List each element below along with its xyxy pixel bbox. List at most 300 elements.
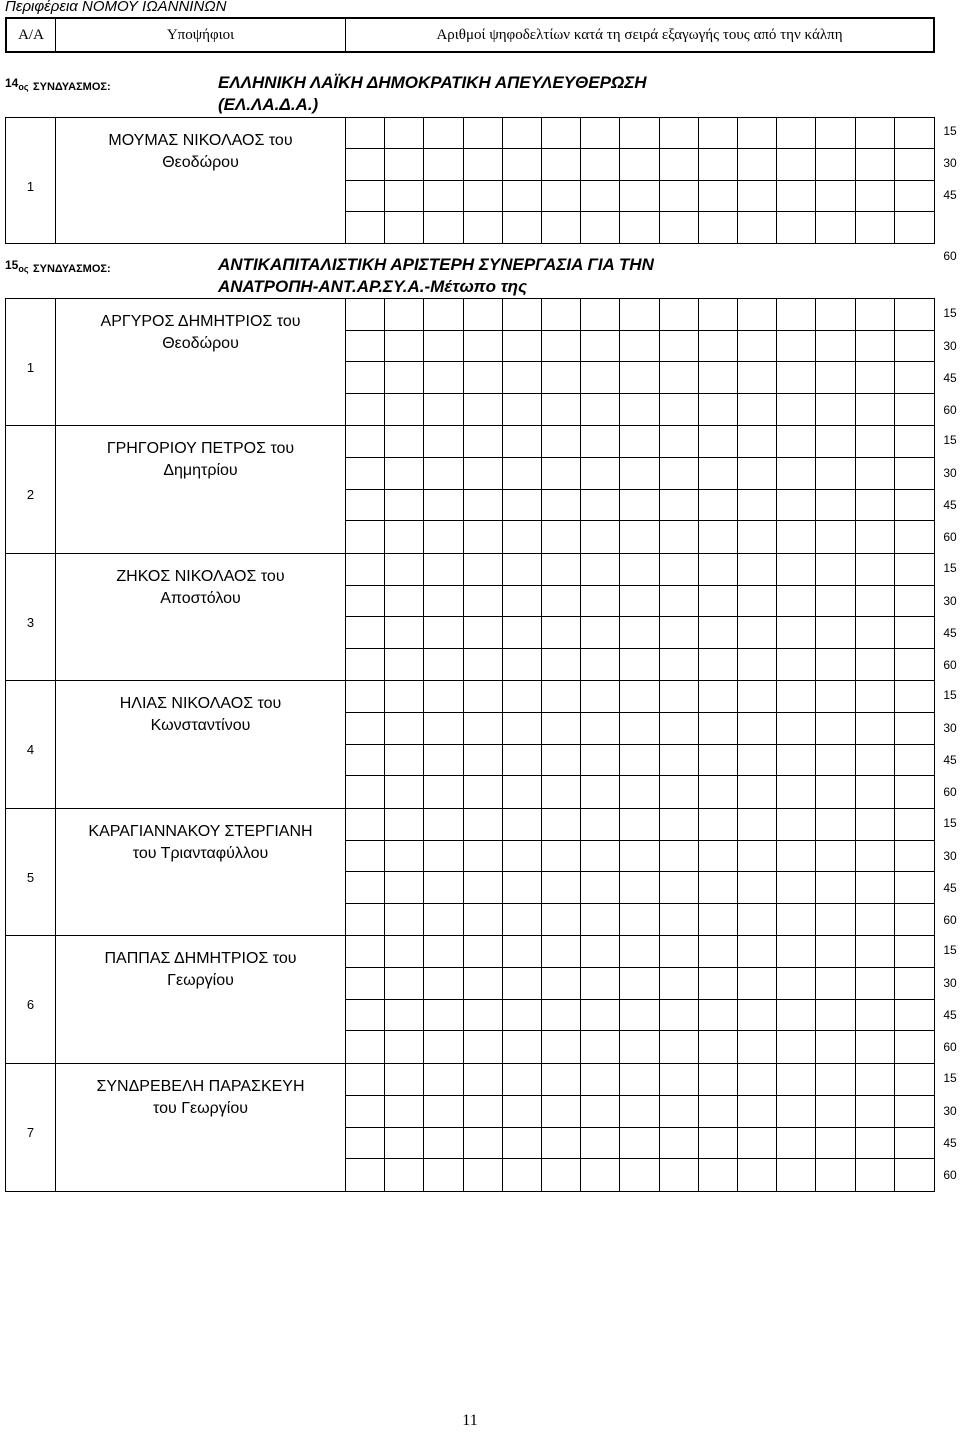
tally-box [503,394,542,426]
tally-box [660,331,699,363]
tally-box [464,1096,503,1128]
tally-box [777,299,816,331]
tally-box [660,713,699,745]
tally-box [385,936,424,968]
tally-box [699,649,738,681]
candidate-number: 5 [6,809,56,935]
tally-row-label: 45 [943,188,957,202]
tally-box [856,649,895,681]
tally-box [385,617,424,649]
candidate-number: 1 [6,118,56,243]
candidate-number: 6 [6,936,56,1063]
tally-box [581,458,620,490]
tally-box [346,1064,385,1096]
tally-box [699,554,738,586]
tally-box [346,458,385,490]
tally-box [503,1000,542,1032]
tally-box [424,936,463,968]
candidate-name-line: του Τριανταφύλλου [132,845,269,862]
candidate-row [5,1063,935,1192]
candidate-name-line: ΜΟΥΜΑΣ ΝΙΚΟΛΑΟΣ του [108,132,293,149]
tally-box [660,745,699,777]
tally-box [660,426,699,458]
tally-box [816,1000,855,1032]
tally-box [856,904,895,936]
tally-box [581,968,620,1000]
candidate-name [56,1064,346,1191]
tally-box [385,149,424,180]
tally-box [856,809,895,841]
tally-box [738,809,777,841]
tally-box [464,458,503,490]
tally-box [699,490,738,522]
tally-box [346,586,385,618]
tally-box [660,458,699,490]
tally-box [777,1000,816,1032]
tally-box [385,872,424,904]
tally-box [503,490,542,522]
tally-box [660,299,699,331]
tally-box [620,1000,659,1032]
tally-box [777,1064,816,1096]
tally-box [464,362,503,394]
tally-box [660,394,699,426]
tally-box [542,1064,581,1096]
tally-box [464,586,503,618]
tally-box [346,331,385,363]
tally-box [385,181,424,212]
tally-box [660,1096,699,1128]
tally-box [542,149,581,180]
tally-box [464,968,503,1000]
candidate-row [5,117,935,244]
candidate-name [56,809,346,935]
tally-box [424,149,463,180]
tally-box [620,331,659,363]
tally-box [385,1064,424,1096]
tally-box [816,681,855,713]
tally-box [777,776,816,808]
tally-box [895,617,934,649]
tally-box [464,1064,503,1096]
tally-box [856,426,895,458]
tally-box [856,1128,895,1160]
tally-box [856,554,895,586]
tally-box [503,362,542,394]
tally-box [738,554,777,586]
tally-box [699,617,738,649]
tally-box [777,212,816,243]
tally-box [816,118,855,149]
tally-box [816,586,855,618]
tally-box [777,490,816,522]
tally-box [738,118,777,149]
tally-box [503,181,542,212]
tally-box [699,362,738,394]
tally-box [895,212,934,243]
tally-box [424,809,463,841]
tally-row-label: 30 [943,849,957,863]
candidate-number: 1 [6,299,56,425]
tally-box [816,1031,855,1063]
tally-box [346,968,385,1000]
candidate-name [56,118,346,243]
tally-box [660,1031,699,1063]
tally-box [620,776,659,808]
candidate-name-line: Θεοδώρου [162,335,239,352]
tally-box [346,649,385,681]
tally-box [542,331,581,363]
tally-box [385,521,424,553]
tally-box [385,118,424,149]
tally-row-label: 60 [943,785,957,799]
tally-box [620,713,659,745]
tally-box [581,713,620,745]
tally-box [464,331,503,363]
tally-box [385,681,424,713]
tally-box [581,1128,620,1160]
tally-box [346,299,385,331]
tally-box [816,181,855,212]
candidate-name-line: Δημητρίου [163,462,238,479]
tally-box [699,1064,738,1096]
tally-box [660,904,699,936]
tally-box [346,118,385,149]
tally-box [777,362,816,394]
tally-row-label: 30 [943,156,957,170]
tally-box [503,872,542,904]
tally-box [660,617,699,649]
tally-box [424,872,463,904]
tally-box [816,212,855,243]
tally-box [346,1128,385,1160]
tally-box [895,904,934,936]
tally-box [385,745,424,777]
tally-box [346,776,385,808]
tally-box [581,745,620,777]
tally-box [346,181,385,212]
tally-row-label: 45 [943,498,957,512]
tally-box [581,1000,620,1032]
tally-box [385,1096,424,1128]
tally-row-label: 45 [943,1136,957,1150]
party-label-text: ΣΥΝΔΥΑΣΜΟΣ: [33,81,111,93]
candidate-name-line: ΣΥΝΔΡΕΒΕΛΗ ΠΑΡΑΣΚΕΥΗ [96,1078,305,1095]
tally-box [660,681,699,713]
tally-box [385,490,424,522]
tally-box [777,1128,816,1160]
tally-box [424,181,463,212]
tally-box [620,394,659,426]
tally-box [424,713,463,745]
tally-box [424,490,463,522]
tally-box [895,968,934,1000]
candidate-name [56,426,346,553]
tally-box [816,521,855,553]
tally-box [699,394,738,426]
tally-box [856,212,895,243]
tally-box [581,149,620,180]
tally-box [503,968,542,1000]
tally-box [895,554,934,586]
tally-box [816,872,855,904]
tally-box [660,649,699,681]
tally-box [738,1128,777,1160]
tally-box [738,904,777,936]
tally-box [699,299,738,331]
tally-box [424,649,463,681]
tally-box [738,1096,777,1128]
tally-box [581,426,620,458]
tally-box [856,1064,895,1096]
tally-box [424,841,463,873]
tally-box [738,426,777,458]
tally-box [620,490,659,522]
tally-box [385,968,424,1000]
tally-box [856,331,895,363]
tally-box [542,299,581,331]
tally-box [581,394,620,426]
region-header: Περιφέρεια ΝΟΜΟΥ ΙΩΑΝΝΙΝΩΝ [5,0,227,15]
tally-box [464,212,503,243]
tally-box [346,1000,385,1032]
tally-box [464,649,503,681]
tally-box [895,331,934,363]
tally-box [777,841,816,873]
tally-box [581,1159,620,1191]
tally-box [346,841,385,873]
party-name [218,254,654,298]
tally-box [385,1159,424,1191]
candidate-name [56,554,346,680]
tally-box [346,872,385,904]
tally-box [464,149,503,180]
tally-box [738,968,777,1000]
candidate-number: 3 [6,554,56,680]
tally-box [542,490,581,522]
tally-box [424,968,463,1000]
tally-box [503,1064,542,1096]
tally-box [895,1064,934,1096]
tally-box [464,1031,503,1063]
tally-box [424,586,463,618]
tally-box [895,841,934,873]
tally-box [856,1031,895,1063]
tally-box [620,521,659,553]
tally-row-label: 30 [943,339,957,353]
party-name-line: ΑΝΑΤΡΟΠΗ-ΑΝΤ.ΑΡ.ΣΥ.Α.-Μέτωπο της [218,277,528,296]
tally-box [856,586,895,618]
tally-box [424,1064,463,1096]
tally-box [699,872,738,904]
tally-box [895,809,934,841]
tally-row-label: 30 [943,721,957,735]
candidate-name-line: ΠΑΠΠΑΣ ΔΗΜΗΤΡΙΟΣ του [104,950,297,967]
party-name [218,72,647,116]
tally-box [385,299,424,331]
tally-box [385,394,424,426]
tally-box [346,681,385,713]
tally-box [424,426,463,458]
tally-box [738,394,777,426]
tally-grid [346,681,934,808]
tally-box [542,1159,581,1191]
tally-box [464,745,503,777]
tally-box [464,554,503,586]
candidate-name-line: ΖΗΚΟΣ ΝΙΚΟΛΑΟΣ του [116,568,285,585]
tally-box [777,521,816,553]
tally-box [856,968,895,1000]
tally-box [542,713,581,745]
tally-box [346,1159,385,1191]
tally-row-label: 15 [943,124,957,138]
tally-box [424,776,463,808]
tally-row-label: 60 [943,913,957,927]
tally-box [385,649,424,681]
tally-box [424,1159,463,1191]
tally-box [816,713,855,745]
tally-box [620,1064,659,1096]
tally-box [699,968,738,1000]
tally-box [620,904,659,936]
candidate-name-line: του Γεωργίου [153,1100,248,1117]
tally-box [738,149,777,180]
candidate-row [5,425,935,554]
tally-box [856,490,895,522]
tally-box [660,212,699,243]
tally-box [699,713,738,745]
tally-box [542,554,581,586]
tally-box [895,936,934,968]
tally-box [581,586,620,618]
tally-box [464,617,503,649]
candidate-name-line: ΓΡΗΓΟΡΙΟΥ ΠΕΤΡΟΣ του [106,440,295,457]
tally-box [542,936,581,968]
tally-box [542,745,581,777]
tally-box [542,181,581,212]
tally-box [660,118,699,149]
tally-box [620,1031,659,1063]
table-header [5,17,935,53]
candidate-row [5,298,935,426]
tally-box [620,745,659,777]
party-label [5,254,111,280]
candidate-row [5,935,935,1064]
tally-box [346,554,385,586]
tally-box [738,212,777,243]
tally-row-label: 60 [943,1040,957,1054]
tally-box [385,586,424,618]
tally-box [777,745,816,777]
tally-box [464,841,503,873]
tally-box [503,841,542,873]
tally-box [503,149,542,180]
tally-grid [346,936,934,1063]
tally-box [777,809,816,841]
tally-box [895,362,934,394]
tally-row-label: 15 [943,433,957,447]
tally-box [620,649,659,681]
tally-box [581,521,620,553]
tally-box [738,1159,777,1191]
tally-row-label: 45 [943,626,957,640]
tally-box [581,681,620,713]
tally-box [777,681,816,713]
tally-box [346,426,385,458]
tally-box [777,118,816,149]
tally-row-label: 60 [943,1168,957,1182]
tally-box [777,586,816,618]
tally-box [385,331,424,363]
tally-box [620,212,659,243]
tally-box [777,458,816,490]
tally-box [503,776,542,808]
tally-box [424,1128,463,1160]
tally-box [620,118,659,149]
tally-row-label: 30 [943,976,957,990]
tally-box [464,490,503,522]
candidate-name-line: Θεοδώρου [162,154,239,171]
candidate-name-line: ΚΑΡΑΓΙΑΝΝΑΚΟΥ ΣΤΕΡΓΙΑΝΗ [88,823,313,840]
party-heading [5,72,935,118]
tally-box [895,1000,934,1032]
tally-box [385,809,424,841]
tally-box [699,1159,738,1191]
candidate-name-line: Γεωργίου [167,972,234,989]
tally-box [503,936,542,968]
tally-box [542,521,581,553]
tally-box [542,458,581,490]
tally-box [346,362,385,394]
tally-box [895,1128,934,1160]
tally-box [542,118,581,149]
tally-box [385,362,424,394]
tally-box [816,809,855,841]
tally-box [816,331,855,363]
tally-box [856,1000,895,1032]
tally-grid [346,299,934,425]
tally-box [464,1159,503,1191]
tally-box [777,149,816,180]
tally-box [385,458,424,490]
tally-box [816,904,855,936]
candidate-number: 4 [6,681,56,808]
tally-box [856,458,895,490]
tally-box [699,118,738,149]
tally-box [777,1096,816,1128]
party-name-line: ΕΛΛΗΝΙΚΗ ΛΑΪΚΗ ΔΗΜΟΚΡΑΤΙΚΗ ΑΠΕΥΛΕΥΘΕΡΩΣΗ [218,73,647,92]
tally-box [895,118,934,149]
tally-box [346,713,385,745]
tally-box [777,554,816,586]
tally-box [542,426,581,458]
tally-box [424,617,463,649]
tally-box [385,212,424,243]
tally-box [895,649,934,681]
tally-box [385,554,424,586]
tally-box [581,554,620,586]
tally-box [464,936,503,968]
tally-box [424,212,463,243]
tally-box [620,362,659,394]
tally-box [856,936,895,968]
tally-box [620,458,659,490]
tally-box [542,362,581,394]
party-name-line: ΑΝΤΙΚΑΠΙΤΑΛΙΣΤΙΚΗ ΑΡΙΣΤΕΡΗ ΣΥΝΕΡΓΑΣΙΑ ΓΙΑ ΤΗΝ [218,255,654,274]
candidate-name [56,681,346,808]
tally-box [738,362,777,394]
candidate-row [5,808,935,936]
